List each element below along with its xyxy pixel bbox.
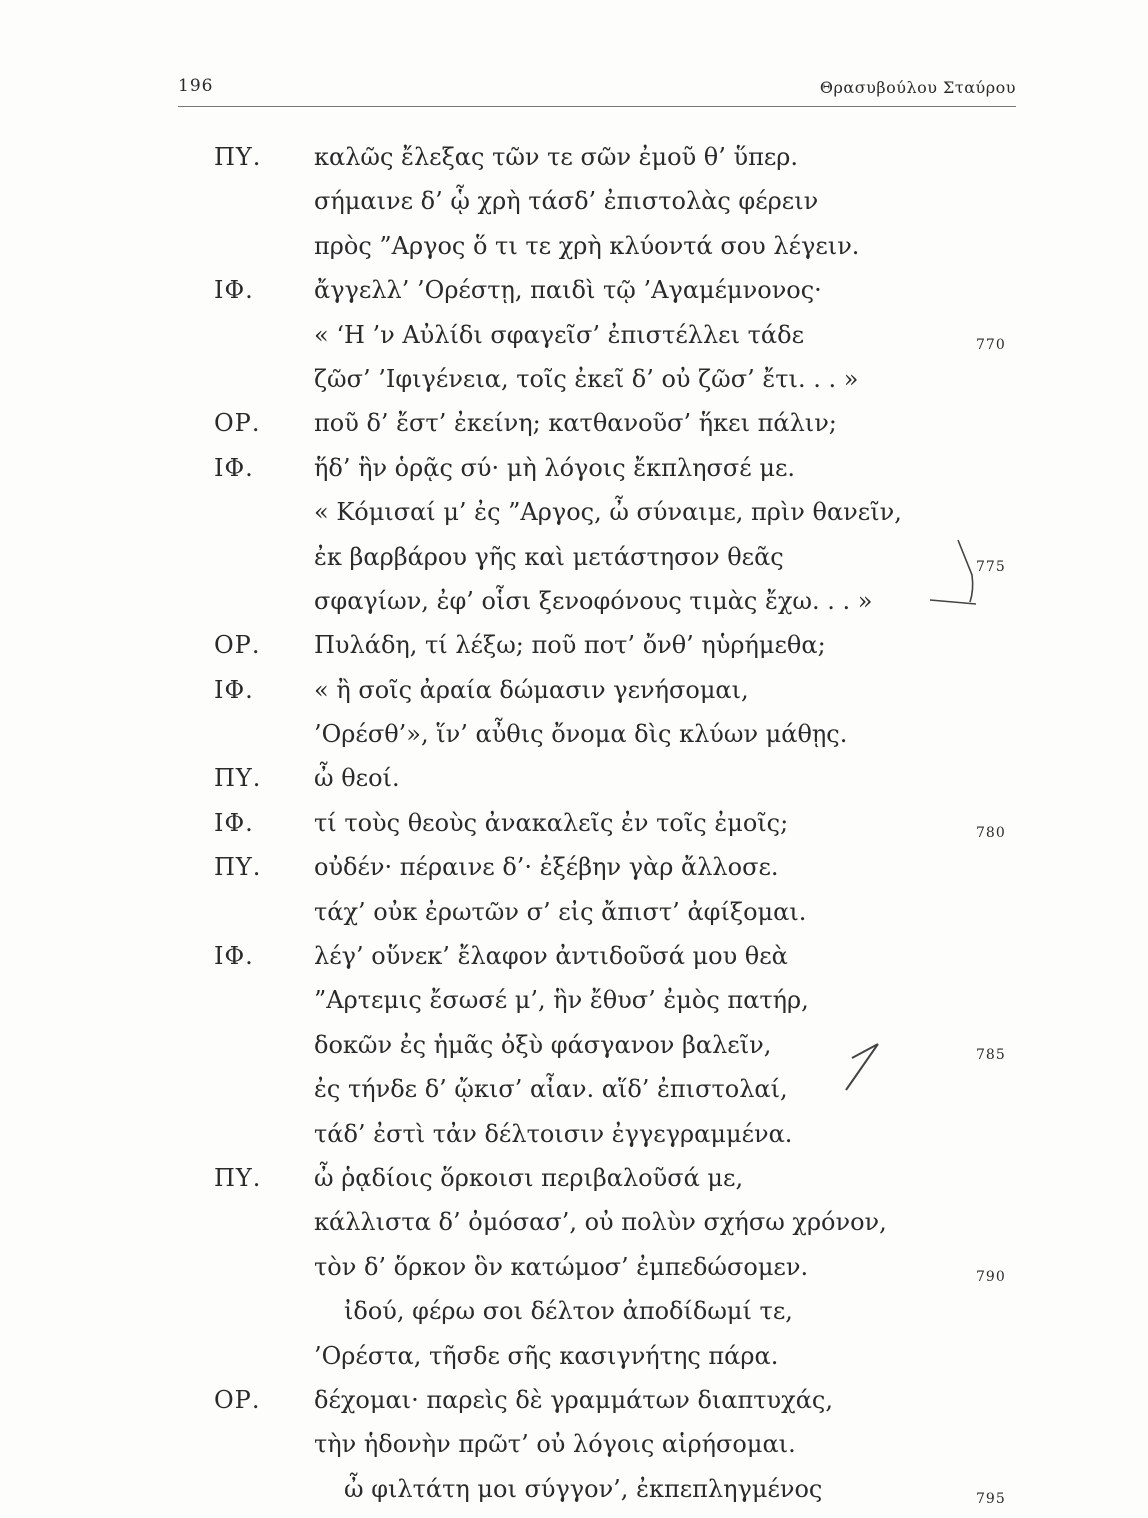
line-number: 780 [976,824,1006,841]
verse-text-line: τάδ’ ἐστὶ τἀν δέλτοισιν ἐγγεγραμμένα. [314,1119,793,1148]
verse-text-line: ὦ φιλτάτη μοι σύγγον’, ἐκπεπληγμένος [344,1474,823,1503]
verse-text-line: « ‘Η ’ν Αὐλίδι σφαγεῖσ’ ἐπιστέλλει τάδε [314,320,805,349]
verse-line [0,1296,1148,1340]
verse-line [0,320,1148,364]
verse-text-line: Πυλάδη, τί λέξω; ποῦ ποτ’ ὄνθ’ ηὑρήμεθα; [314,631,826,660]
verse-text-line: τὸν δ’ ὅρκον ὃν κατώμοσ’ ἐμπεδώσομεν. [314,1252,809,1281]
speaker-label: ΟΡ. [214,409,261,438]
line-number: 770 [976,336,1006,353]
verse-line [0,852,1148,896]
verse-text-line: δοκῶν ἐς ἡμᾶς ὀξὺ φάσγανον βαλεῖν, [314,1030,772,1059]
verse-line [0,142,1148,186]
verse-text-line: οὐδέν· πέραινε δ’· ἐξέβην γὰρ ἄλλοσε. [314,853,779,882]
verse-text-line: τάχ’ οὐκ ἐρωτῶν σ’ εἰς ἄπιστ’ ἀφίξομαι. [314,897,807,926]
verse-text-line: ’Ορέστα, τῆσδε σῆς κασιγνήτης πάρα. [314,1341,779,1370]
verse-line [0,1385,1148,1429]
verse-text-line: καλῶς ἔλεξας τῶν τε σῶν ἐμοῦ θ’ ὕπερ. [314,143,799,171]
verse-line [0,1074,1148,1118]
speaker-label: ΟΡ. [214,1385,261,1414]
line-number: 790 [976,1268,1006,1285]
speaker-label: ΠΥ. [214,143,262,171]
speaker-label: ΟΡ. [214,631,261,660]
verse-text-line: ἰδού, φέρω σοι δέλτον ἀποδίδωμί τε, [344,1297,793,1326]
verse-text-line: κάλλιστα δ’ ὀμόσασ’, οὐ πολὺν σχήσω χρόνον, [314,1208,887,1237]
verse-line [0,941,1148,985]
verse-line [0,1252,1148,1296]
verse-line [0,1163,1148,1207]
speaker-label: ΙΦ. [214,942,254,971]
verse-text-line: σήμαινε δ’ ᾧ χρὴ τάσδ’ ἐπιστολὰς φέρειν [314,187,819,216]
speaker-label: ΙΦ. [214,276,254,305]
verse-line [0,630,1148,674]
line-number: 775 [976,558,1006,575]
verse-text-line: λέγ’ οὕνεκ’ ἔλαφον ἀντιδοῦσά μου θεὰ [314,942,788,971]
verse-text-line: ἄγγελλ’ ’Ορέστῃ, παιδὶ τῷ ’Αγαμέμνονος· [314,276,822,305]
verse-text-line: ”Αρτεμις ἔσωσέ μ’, ἣν ἔθυσ’ ἐμὸς πατήρ, [314,986,809,1015]
speaker-label: ΠΥ. [214,853,262,882]
verse-line [0,364,1148,408]
verse-text-line: ποῦ δ’ ἔστ’ ἐκείνη; κατθανοῦσ’ ἥκει πάλιν; [314,409,837,438]
verse-line [0,763,1148,807]
line-number: 795 [976,1490,1006,1507]
running-head: Θρασυβούλου Σταύρου [819,78,1016,97]
verse-text-line: ὦ ῥᾳδίοις ὅρκοισι περιβαλοῦσά με, [314,1163,744,1192]
speaker-label: ΠΥ. [214,764,262,793]
page-header [178,72,1016,107]
page-number: 196 [178,76,214,96]
speaker-label: ΙΦ. [214,808,254,837]
verse-text-line: τὴν ἡδονὴν πρῶτ’ οὐ λόγοις αἱρήσομαι. [314,1430,796,1459]
verse-line [0,1207,1148,1251]
verse-text-line: ὦ θεοί. [314,764,400,793]
verse-line [0,897,1148,941]
verse-text [0,142,1148,1518]
verse-line [0,408,1148,452]
verse-line [0,231,1148,275]
verse-line [0,542,1148,586]
verse-text-line: « ἢ σοῖς ἀραία δώμασιν γενήσομαι, [314,675,749,704]
verse-text-line: « Κόμισαί μ’ ἐς ”Αργος, ὦ σύναιμε, πρὶν θανεῖν, [314,498,902,527]
verse-line [0,453,1148,497]
verse-text-line: ἥδ’ ἣν ὁρᾷς σύ· μὴ λόγοις ἔκπλησσέ με. [314,453,796,482]
verse-line [0,586,1148,630]
verse-text-line: πρὸς ”Αργος ὅ τι τε χρὴ κλύοντά σου λέγειν. [314,231,860,260]
verse-line [0,808,1148,852]
verse-line [0,985,1148,1029]
verse-line [0,675,1148,719]
verse-line [0,1429,1148,1473]
line-number: 785 [976,1046,1006,1063]
speaker-label: ΙΦ. [214,675,254,704]
speaker-label: ΙΦ. [214,453,254,482]
verse-text-line: ’Ορέσθ’», ἵν’ αὖθις ὄνομα δὶς κλύων μάθῃς. [314,720,848,749]
verse-line [0,275,1148,319]
verse-line [0,186,1148,230]
verse-line [0,1341,1148,1385]
verse-text-line: σφαγίων, ἐφ’ οἷσι ξενοφόνους τιμὰς ἔχω. . . » [314,586,873,615]
verse-text-line: δέχομαι· παρεὶς δὲ γραμμάτων διαπτυχάς, [314,1385,833,1414]
verse-line [0,1119,1148,1163]
verse-line [0,719,1148,763]
verse-text-line: τί τοὺς θεοὺς ἀνακαλεῖς ἐν τοῖς ἐμοῖς; [314,808,789,837]
verse-line [0,497,1148,541]
speaker-label: ΠΥ. [214,1163,262,1192]
verse-text-line: ἐς τήνδε δ’ ᾤκισ’ αἶαν. αἵδ’ ἐπιστολαί, [314,1075,788,1104]
verse-text-line: ἐκ βαρβάρου γῆς καὶ μετάστησον θεᾶς [314,542,784,571]
verse-line [0,1030,1148,1074]
verse-text-line: ζῶσ’ ’Ιφιγένεια, τοῖς ἐκεῖ δ’ οὐ ζῶσ’ ἔτι. . . » [314,364,859,393]
verse-line [0,1474,1148,1518]
